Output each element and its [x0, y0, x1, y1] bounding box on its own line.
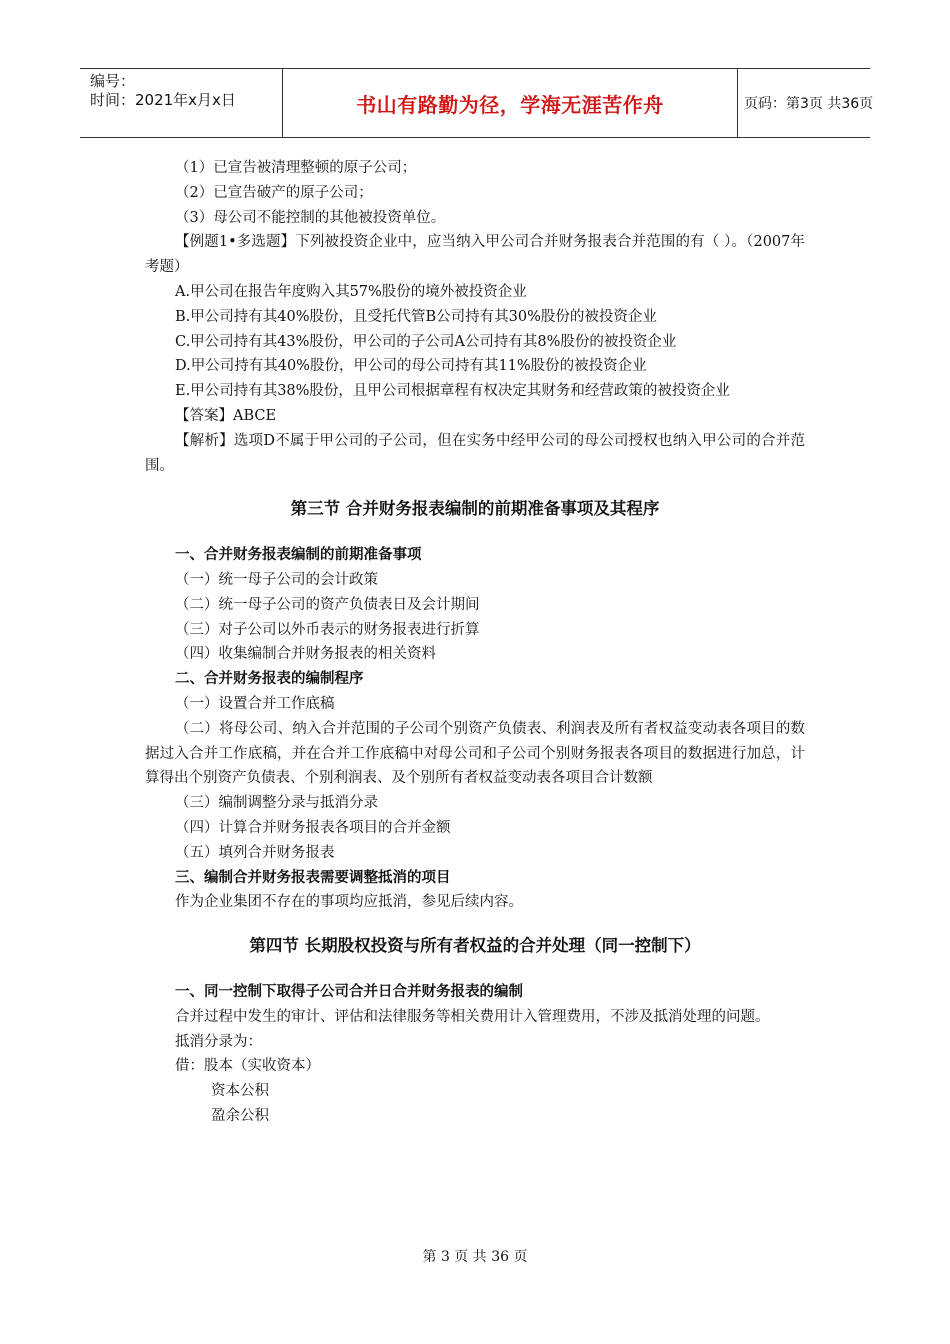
- section-3-heading-2: 二、合并财务报表的编制程序: [175, 671, 364, 688]
- option-c: C.甲公司持有其43%股份，甲公司的子公司A公司持有其8%股份的被投资企业: [175, 333, 677, 350]
- option-d: D.甲公司持有其40%股份，甲公司的母公司持有其11%股份的被投资企业: [175, 358, 647, 375]
- list-item: （一）统一母子公司的会计政策: [175, 571, 378, 588]
- section-3-heading-3: 三、编制合并财务报表需要调整抵消的项目: [175, 869, 451, 886]
- list-item: （1）已宣告被清理整顿的原子公司；: [175, 160, 417, 176]
- list-item: （四）计算合并财务报表各项目的合并金额: [175, 819, 451, 836]
- list-item: （三）编制调整分录与抵消分录: [175, 795, 378, 812]
- analysis: 【解析】选项D不属于甲公司的子公司，但在实务中经甲公司的母公司授权也纳入甲公司的合并范围。: [145, 432, 805, 474]
- list-item: （二）统一母子公司的资产负债表日及会计期间: [175, 596, 480, 613]
- section-3-heading-1: 一、合并财务报表编制的前期准备事项: [175, 547, 422, 564]
- option-e: E.甲公司持有其38%股份，且甲公司根据章程有权决定其财务和经营政策的被投资企业: [175, 383, 730, 400]
- entry-line: 盈余公积: [211, 1107, 269, 1124]
- list-item: （三）对子公司以外币表示的财务报表进行折算: [175, 621, 480, 638]
- list-item: （五）填列合并财务报表: [175, 844, 335, 861]
- page-header: [80, 68, 874, 138]
- option-a: A.甲公司在报告年度购入其57%股份的境外被投资企业: [175, 283, 527, 300]
- page-footer: 第 3 页 共 36 页: [422, 1249, 528, 1265]
- entry-line: 资本公积: [211, 1083, 269, 1100]
- paragraph: 作为企业集团不存在的事项均应抵消，参见后续内容。: [175, 894, 523, 911]
- section-4-heading-1: 一、同一控制下取得子公司合并日合并财务报表的编制: [175, 983, 523, 1000]
- list-item: （2）已宣告破产的原子公司；: [175, 184, 373, 201]
- answer: 【答案】ABCE: [175, 407, 277, 424]
- header-motto: 书山有路勤为径，学海无涯苦作舟: [282, 69, 738, 137]
- document-body: [145, 156, 805, 1129]
- list-item: （四）收集编制合并财务报表的相关资料: [175, 646, 436, 663]
- section-3-title: 第三节 合并财务报表编制的前期准备事项及其程序: [290, 499, 660, 519]
- option-b: B.甲公司持有其40%股份，且受托代管B公司持有其30%股份的被投资企业: [175, 308, 657, 325]
- section-4-title: 第四节 长期股权投资与所有者权益的合并处理（同一控制下）: [249, 936, 701, 956]
- time-label: 时间：2021年x月x日: [90, 91, 236, 109]
- header-meta: [80, 69, 282, 137]
- list-item: （一）设置合并工作底稿: [175, 695, 335, 712]
- paragraph: 合并过程中发生的审计、评估和法律服务等相关费用计入管理费用，不涉及抵消处理的问题。: [175, 1008, 770, 1025]
- header-page-info: 页码：第3页 共36页: [744, 96, 874, 112]
- entry-debit: 借：股本（实收资本）: [175, 1058, 320, 1075]
- list-item: （3）母公司不能控制的其他被投资单位。: [175, 209, 446, 226]
- number-label: 编号：: [90, 72, 136, 90]
- list-item: （二）将母公司、纳入合并范围的子公司个别资产负债表、利润表及所有者权益变动表各项目的数据过入合并工作底稿，并在合并工作底稿中对母公司和子公司个别财务报表各项目的数据进行加总，计算得出个别资产负债表、个别利润表、及个别所有者权益变动表各项目合计数额: [145, 720, 805, 787]
- example-question: 【例题1•多选题】下列被投资企业中，应当纳入甲公司合并财务报表合并范围的有（ ）。（2007年考题）: [145, 234, 805, 276]
- paragraph: 抵消分录为：: [175, 1033, 262, 1050]
